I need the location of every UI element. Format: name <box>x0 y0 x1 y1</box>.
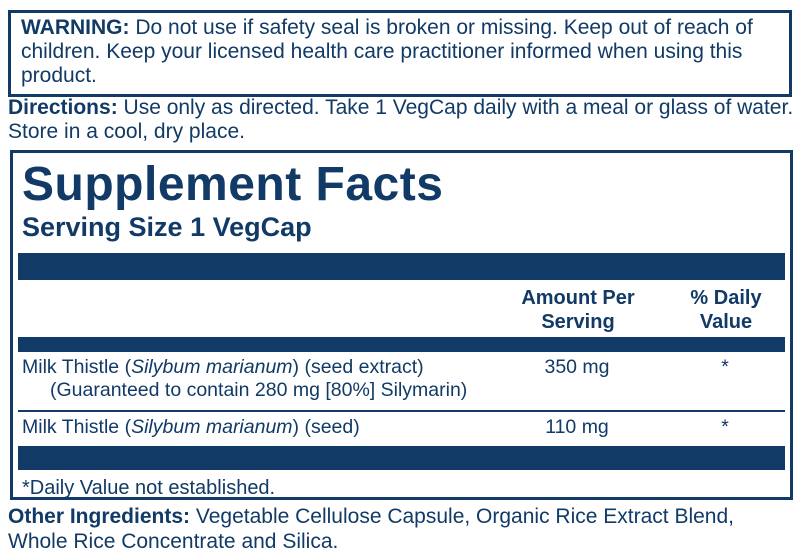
separator-bar-top <box>18 253 785 280</box>
warning-label: WARNING: <box>21 16 130 39</box>
warning-text: Do not use if safety seal is broken or missing. Keep out of reach of children. Keep your licensed health care practitioner informed when using this product. <box>21 16 753 87</box>
directions-label: Directions: <box>8 96 118 119</box>
amount-header-line2: Serving <box>541 310 615 333</box>
column-header-row <box>18 280 785 337</box>
ingredient-species-name: Silybum marianum <box>131 355 293 378</box>
separator-bar-under-headers <box>18 337 785 352</box>
other-ingredients-paragraph <box>8 505 794 555</box>
supplement-facts-panel <box>10 150 793 500</box>
dv-header-line1: % Daily <box>690 286 762 309</box>
ingredient-row <box>18 410 785 446</box>
ingredient-name <box>18 356 512 403</box>
ingredient-amount: 350 mg <box>544 355 610 378</box>
other-ingredients-label: Other Ingredients: <box>8 505 191 528</box>
column-header-amount <box>508 286 648 334</box>
warning-box <box>8 10 792 97</box>
ingredient-daily-value: * <box>721 355 729 378</box>
serving-size: Serving Size 1 VegCap <box>22 212 312 243</box>
ingredient-name-suffix: ) (seed) <box>292 415 360 438</box>
ingredient-daily-value: * <box>721 415 729 438</box>
ingredient-amount: 110 mg <box>545 415 609 438</box>
column-header-daily-value <box>666 286 786 334</box>
dv-header-line2: Value <box>699 310 753 333</box>
ingredient-row <box>18 352 785 410</box>
ingredient-name <box>18 416 512 439</box>
ingredient-name-prefix: Milk Thistle ( <box>22 355 132 378</box>
supplement-facts-title: Supplement Facts <box>22 158 444 211</box>
amount-header-line1: Amount Per <box>521 286 635 309</box>
daily-value-footnote: *Daily Value not established. <box>22 476 276 499</box>
ingredient-name-suffix: ) (seed extract) (Guaranteed to contain 280 mg [80%] Silymarin) <box>50 355 468 402</box>
ingredient-name-prefix: Milk Thistle ( <box>22 415 132 438</box>
separator-bar-bottom <box>18 446 785 470</box>
ingredient-species-name: Silybum marianum <box>131 415 293 438</box>
directions-text: Use only as directed. Take 1 VegCap daily with a meal or glass of water. Store in a cool, dry place. <box>8 96 794 144</box>
directions-paragraph <box>8 96 794 145</box>
other-ingredients-text: Vegetable Cellulose Capsule, Organic Rice Extract Blend, Whole Rice Concentrate and Silica. <box>8 505 734 553</box>
